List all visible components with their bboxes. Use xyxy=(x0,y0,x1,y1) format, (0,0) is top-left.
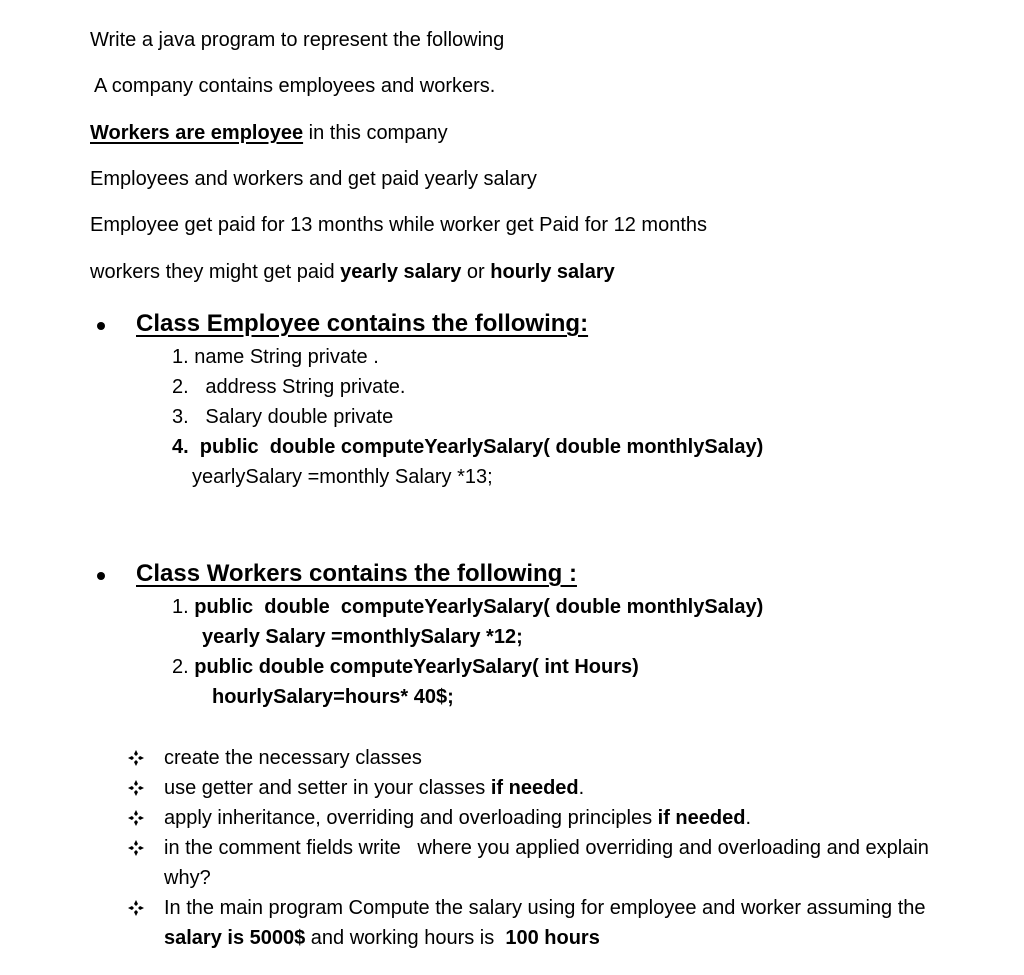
employee-item-4-formula: yearlySalary =monthly Salary *13; xyxy=(192,466,493,488)
task-2-a: use getter and setter in your classes xyxy=(164,777,491,799)
workers-item-2-num: 2. xyxy=(172,656,195,678)
workers-item-2-formula: hourlySalary=hours* 40$; xyxy=(212,686,454,708)
intro-line-6 xyxy=(90,260,615,284)
task-5-a: salary is 5000$ xyxy=(164,927,306,949)
workers-item-1-formula: yearly Salary =monthlySalary *12; xyxy=(202,626,523,648)
workers-bullet xyxy=(97,572,105,580)
task-2 xyxy=(164,776,584,800)
employee-item-2: 2. address String private. xyxy=(172,376,406,398)
task-4-line-2: why? xyxy=(164,867,211,889)
intro-line-6-a: workers they might get paid xyxy=(90,261,341,283)
intro-line-6-b: yearly salary xyxy=(340,261,462,283)
intro-line-3-rest: in this company xyxy=(303,122,448,144)
task-5-line-2 xyxy=(164,926,600,950)
task-3-a: apply inheritance, overriding and overloading principles xyxy=(164,807,658,829)
workers-heading: Class Workers contains the following : xyxy=(136,560,577,587)
task-2-c: . xyxy=(578,777,585,799)
task-3-c: . xyxy=(745,807,751,829)
intro-line-3-underlined: Workers are employee xyxy=(90,122,304,144)
intro-line-3 xyxy=(90,121,448,145)
task-3 xyxy=(164,806,751,830)
task-2-b: if needed xyxy=(490,777,579,799)
diamond-bullet-icon xyxy=(128,750,144,766)
workers-item-2 xyxy=(172,655,639,679)
diamond-bullet-icon xyxy=(128,810,144,826)
employee-item-3: 3. Salary double private xyxy=(172,406,394,428)
workers-item-1 xyxy=(172,595,763,619)
intro-line-4: Employees and workers and get paid yearly salary xyxy=(90,168,537,190)
task-1: create the necessary classes xyxy=(164,747,422,769)
task-5-b: and working hours is xyxy=(305,927,506,949)
task-5-line-1: In the main program Compute the salary using for employee and worker assuming the xyxy=(164,897,926,919)
workers-item-1-num: 1. xyxy=(172,596,195,618)
diamond-bullet-icon xyxy=(128,780,144,796)
employee-item-4: 4. public double computeYearlySalary( double monthlySalay) xyxy=(172,436,764,458)
task-3-b: if needed xyxy=(657,807,746,829)
intro-line-2: A company contains employees and workers. xyxy=(94,75,496,97)
intro-line-5: Employee get paid for 13 months while worker get Paid for 12 months xyxy=(90,214,707,236)
workers-item-2-text: public double computeYearlySalary( int Hours) xyxy=(194,656,639,678)
diamond-bullet-icon xyxy=(128,900,144,916)
diamond-bullet-icon xyxy=(128,840,144,856)
employee-bullet xyxy=(97,322,105,330)
employee-heading: Class Employee contains the following: xyxy=(136,310,589,337)
intro-line-6-c: or xyxy=(461,261,491,283)
intro-line-1: Write a java program to represent the following xyxy=(90,29,505,51)
employee-item-1: 1. name String private . xyxy=(172,346,379,368)
task-4-line-1: in the comment fields write where you applied overriding and overloading and explain xyxy=(164,837,929,859)
workers-item-1-text: public double computeYearlySalary( double monthlySalay) xyxy=(194,596,764,618)
task-5-c: 100 hours xyxy=(505,927,600,949)
intro-line-6-d: hourly salary xyxy=(490,261,615,283)
